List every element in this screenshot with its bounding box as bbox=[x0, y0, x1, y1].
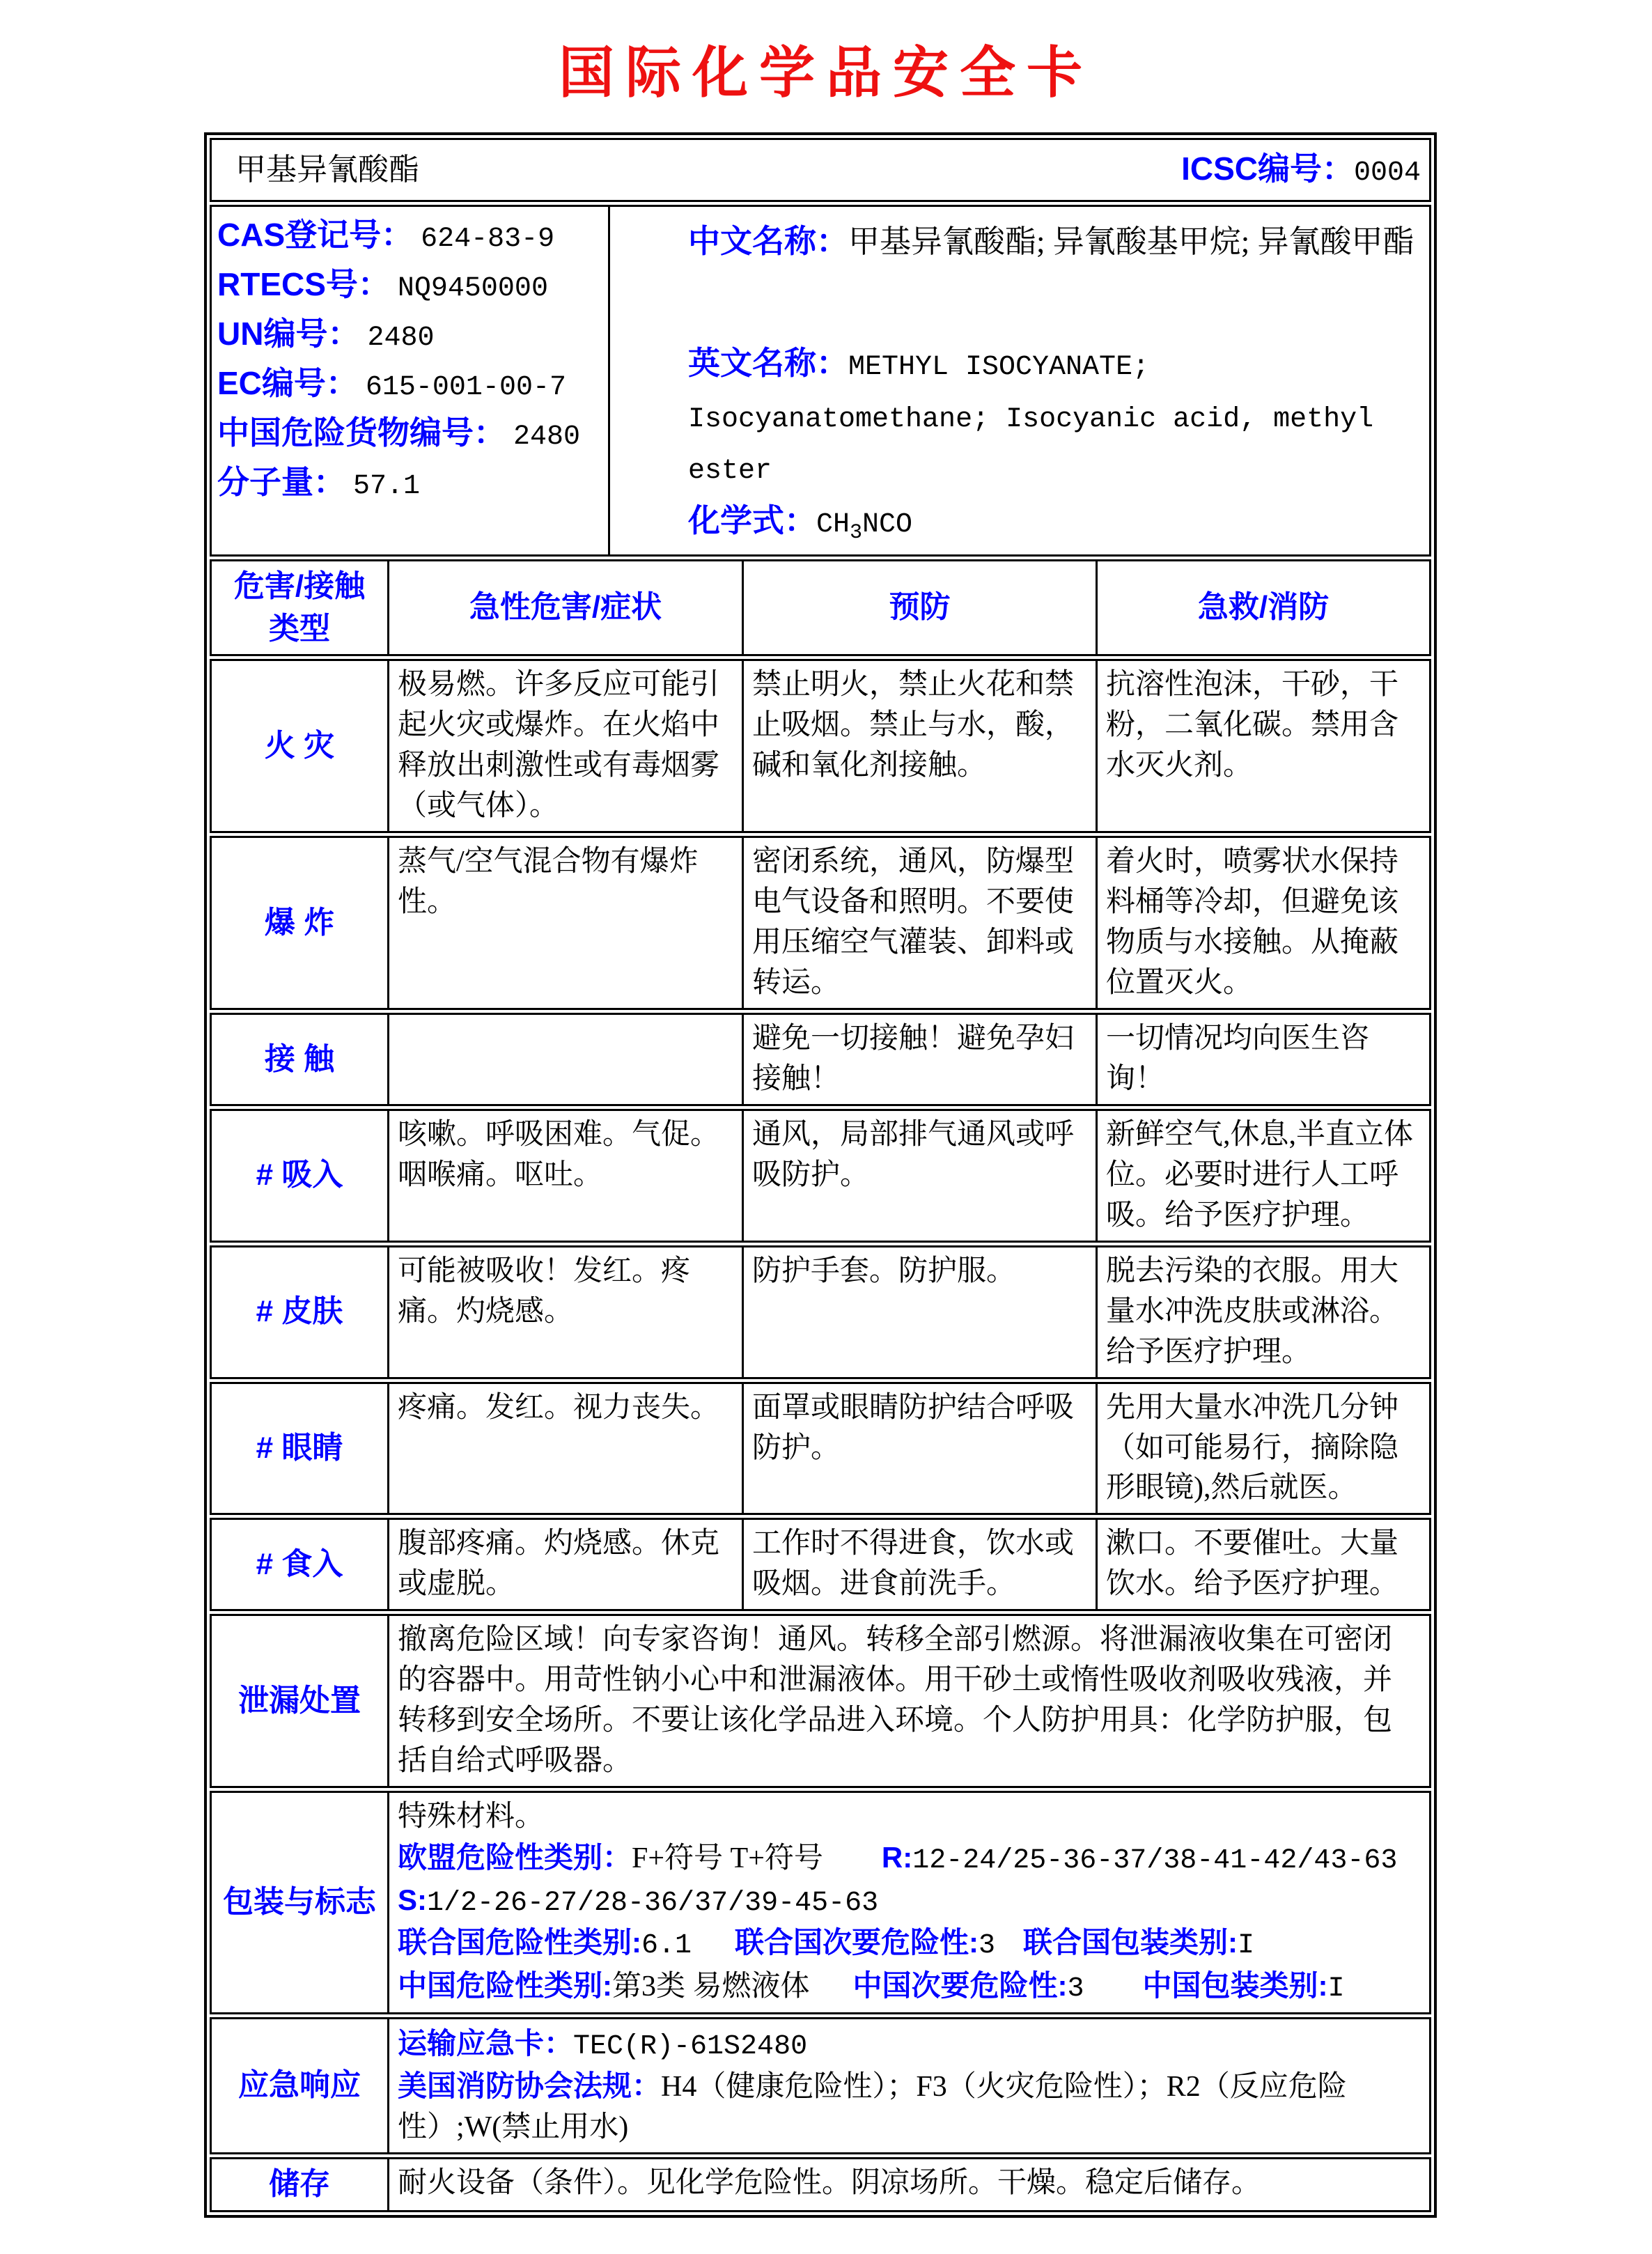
un-class-value: 6.1 bbox=[641, 1930, 692, 1962]
packaging-cell bbox=[387, 1791, 1431, 2014]
hazard-row-skin bbox=[210, 1245, 1431, 1379]
inhalation-firstaid: 新鲜空气,休息,半直立体位。必要时进行人工呼吸。给予医疗护理。 bbox=[1096, 1109, 1431, 1243]
packaging-cn-line bbox=[398, 1966, 1421, 2008]
hazard-type-skin: # 皮肤 bbox=[210, 1245, 389, 1379]
cn-packgroup-value: I bbox=[1327, 1973, 1345, 2005]
cn-class-label: 中国危险性类别: bbox=[398, 1968, 612, 2002]
hazard-header-firstaid: 急救/消防 bbox=[1096, 559, 1431, 656]
cn-class-value: 第3类 易燃液体 bbox=[612, 1970, 810, 2003]
spill-label: 泄漏处置 bbox=[210, 1614, 389, 1788]
hazard-type-explosion: 爆 炸 bbox=[210, 836, 389, 1010]
china-dg-number-line bbox=[217, 409, 600, 458]
spill-text: 撤离危险区域！向专家咨询！通风。转移全部引燃源。将泄漏液收集在可密闭的容器中。用苛性钠小心中和泄漏液体。用干砂土或惰性吸收剂吸收残液，并转移到安全场所。不要让该化学品进入环境。个人防护用具：化学防护服，包括自给式呼吸器。 bbox=[387, 1614, 1431, 1788]
packaging-s-line bbox=[398, 1880, 1421, 1922]
eyes-prevention: 面罩或眼睛防护结合呼吸防护。 bbox=[742, 1382, 1098, 1516]
icsc-number-field bbox=[1181, 147, 1421, 192]
r-phrases-label: R: bbox=[881, 1841, 913, 1874]
chinese-name-block bbox=[688, 215, 1421, 267]
contact-prevention: 避免一切接触！避免孕妇接触！ bbox=[742, 1013, 1098, 1106]
fire-prevention: 禁止明火，禁止火花和禁止吸烟。禁止与水，酸，碱和氧化剂接触。 bbox=[742, 659, 1098, 833]
hazard-row-fire bbox=[210, 659, 1431, 833]
inhalation-prevention: 通风，局部排气通风或呼吸防护。 bbox=[742, 1109, 1098, 1243]
s-phrases-value: 1/2-26-27/28-36/37/39-45-63 bbox=[427, 1888, 879, 1920]
eu-class-value: F+符号 T+符号 bbox=[632, 1842, 823, 1875]
rtecs-number-line bbox=[217, 261, 600, 310]
ec-number-line bbox=[217, 359, 600, 409]
storage-row bbox=[210, 2157, 1431, 2212]
hazard-row-explosion bbox=[210, 836, 1431, 1010]
hazard-header-prevention: 预防 bbox=[742, 559, 1098, 656]
cas-value: 624-83-9 bbox=[421, 224, 555, 255]
un-subrisk-value: 3 bbox=[979, 1930, 996, 1962]
mol-weight-label: 分子量： bbox=[217, 464, 345, 500]
emergency-nfpa-line bbox=[398, 2066, 1421, 2148]
rtecs-value: NQ9450000 bbox=[397, 273, 548, 304]
identification-row bbox=[210, 205, 1431, 557]
english-name-label: 英文名称： bbox=[688, 344, 848, 381]
identification-numbers-cell bbox=[210, 205, 610, 557]
tec-label: 运输应急卡： bbox=[398, 2026, 574, 2060]
hazard-row-eyes bbox=[210, 1382, 1431, 1516]
packaging-special-material: 特殊材料。 bbox=[398, 1801, 545, 1833]
ec-label: EC编号： bbox=[217, 365, 358, 401]
formula-value bbox=[816, 509, 913, 545]
un-label: UN编号： bbox=[217, 316, 360, 352]
explosion-symptoms: 蒸气/空气混合物有爆炸性。 bbox=[387, 836, 744, 1010]
hazard-type-ingestion: # 食入 bbox=[210, 1518, 389, 1611]
hazard-type-contact: 接 触 bbox=[210, 1013, 389, 1106]
eyes-firstaid: 先用大量水冲洗几分钟（如可能易行，摘除隐形眼镜),然后就医。 bbox=[1096, 1382, 1431, 1516]
skin-firstaid: 脱去污染的衣服。用大量水冲洗皮肤或淋浴。给予医疗护理。 bbox=[1096, 1245, 1431, 1379]
icsc-table bbox=[204, 132, 1437, 2218]
icsc-card-page bbox=[0, 28, 1652, 2254]
cn-packgroup-label: 中国包装类别: bbox=[1142, 1968, 1328, 2002]
mol-weight-line bbox=[217, 458, 600, 508]
packaging-row bbox=[210, 1791, 1431, 2014]
substance-name: 甲基异氰酸酯 bbox=[235, 152, 419, 187]
emergency-cell bbox=[387, 2017, 1431, 2154]
emergency-row bbox=[210, 2017, 1431, 2154]
packaging-label: 包装与标志 bbox=[210, 1791, 389, 2014]
rtecs-label: RTECS号： bbox=[217, 266, 390, 302]
storage-label: 储存 bbox=[210, 2157, 389, 2212]
formula-block bbox=[688, 495, 1421, 550]
cas-number-line bbox=[217, 211, 600, 261]
cas-label: CAS登记号： bbox=[217, 217, 414, 253]
cn-subrisk-value: 3 bbox=[1067, 1973, 1084, 2005]
explosion-prevention: 密闭系统，通风，防爆型电气设备和照明。不要使用压缩空气灌装、卸料或转运。 bbox=[742, 836, 1098, 1010]
ingestion-prevention: 工作时不得进食，饮水或吸烟。进食前洗手。 bbox=[742, 1518, 1098, 1611]
formula-label: 化学式： bbox=[688, 502, 816, 539]
icsc-number: 0004 bbox=[1353, 157, 1421, 189]
eyes-symptoms: 疼痛。发红。视力丧失。 bbox=[387, 1382, 744, 1516]
un-packgroup-label: 联合国包装类别: bbox=[1023, 1926, 1238, 1959]
identification-names-cell bbox=[608, 205, 1431, 557]
storage-text: 耐火设备（条件）。见化学危险性。阴凉场所。干燥。稳定后储存。 bbox=[387, 2157, 1431, 2212]
emergency-label: 应急响应 bbox=[210, 2017, 389, 2154]
un-class-label: 联合国危险性类别: bbox=[398, 1926, 641, 1959]
fire-symptoms: 极易燃。许多反应可能引起火灾或爆炸。在火焰中释放出刺激性或有毒烟雾（或气体）。 bbox=[387, 659, 744, 833]
hazard-header-row bbox=[210, 559, 1431, 656]
cn-subrisk-label: 中国次要危险性: bbox=[852, 1968, 1068, 2002]
hazard-type-inhalation: # 吸入 bbox=[210, 1109, 389, 1243]
substance-header-cell bbox=[210, 138, 1431, 202]
inhalation-symptoms: 咳嗽。呼吸困难。气促。咽喉痛。呕吐。 bbox=[387, 1109, 744, 1243]
skin-prevention: 防护手套。防护服。 bbox=[742, 1245, 1098, 1379]
mol-weight-value: 57.1 bbox=[353, 471, 421, 502]
un-number-line bbox=[217, 310, 600, 359]
un-packgroup-value: I bbox=[1238, 1930, 1255, 1962]
formula-sub: 3 bbox=[850, 521, 863, 545]
substance-header-row bbox=[210, 138, 1431, 202]
hazard-type-fire: 火 灾 bbox=[210, 659, 389, 833]
hazard-row-inhalation bbox=[210, 1109, 1431, 1243]
english-name-block bbox=[688, 337, 1421, 495]
hazard-header-symptoms: 急性危害/症状 bbox=[387, 559, 744, 656]
ingestion-symptoms: 腹部疼痛。灼烧感。休克或虚脱。 bbox=[387, 1518, 744, 1611]
packaging-un-line bbox=[398, 1922, 1421, 1965]
page-title: 国际化学品安全卡 bbox=[559, 42, 1093, 104]
hazard-row-contact bbox=[210, 1013, 1431, 1106]
emergency-tec-line bbox=[398, 2023, 1421, 2066]
formula-post: NCO bbox=[862, 509, 913, 541]
contact-symptoms bbox=[387, 1013, 744, 1106]
explosion-firstaid: 着火时，喷雾状水保持料桶等冷却，但避免该物质与水接触。从掩蔽位置灭火。 bbox=[1096, 836, 1431, 1010]
eu-class-label: 欧盟危险性类别： bbox=[398, 1841, 632, 1874]
s-phrases-label: S: bbox=[398, 1883, 427, 1917]
tec-value: TEC(R)-61S2480 bbox=[573, 2030, 808, 2062]
un-value: 2480 bbox=[367, 322, 435, 354]
nfpa-label: 美国消防协会法规： bbox=[398, 2069, 662, 2103]
chinese-name-value: 甲基异氰酸酯; 异氰酸基甲烷; 异氰酸甲酯 bbox=[848, 224, 1415, 259]
china-dg-label: 中国危险货物编号： bbox=[217, 414, 506, 451]
chinese-name-label: 中文名称： bbox=[688, 223, 848, 259]
nfpa-value: H4（健康危险性）；F3（火灾危险性）；R2（反应危险性）;W(禁止用水) bbox=[398, 2071, 1347, 2143]
english-name-value: METHYL ISOCYANATE; Isocyanatomethane; Isocyanic acid, methyl ester bbox=[688, 351, 1374, 488]
un-subrisk-label: 联合国次要危险性: bbox=[735, 1926, 979, 1959]
spill-row bbox=[210, 1614, 1431, 1788]
ec-value: 615-001-00-7 bbox=[365, 372, 566, 403]
icsc-label: ICSC编号： bbox=[1181, 150, 1354, 187]
hazard-header-type: 危害/接触 类型 bbox=[210, 559, 389, 656]
formula-pre: CH bbox=[816, 509, 850, 541]
fire-firstaid: 抗溶性泡沫，干砂，干粉，二氧化碳。禁用含水灭火剂。 bbox=[1096, 659, 1431, 833]
skin-symptoms: 可能被吸收！发红。疼痛。灼烧感。 bbox=[387, 1245, 744, 1379]
packaging-eu-line bbox=[398, 1837, 1421, 1880]
r-phrases-value: 12-24/25-36-37/38-41-42/43-63 bbox=[912, 1845, 1398, 1877]
china-dg-value: 2480 bbox=[513, 421, 581, 453]
contact-firstaid: 一切情况均向医生咨询！ bbox=[1096, 1013, 1431, 1106]
ingestion-firstaid: 漱口。不要催吐。大量饮水。给予医疗护理。 bbox=[1096, 1518, 1431, 1611]
hazard-type-eyes: # 眼睛 bbox=[210, 1382, 389, 1516]
hazard-row-ingestion bbox=[210, 1518, 1431, 1611]
